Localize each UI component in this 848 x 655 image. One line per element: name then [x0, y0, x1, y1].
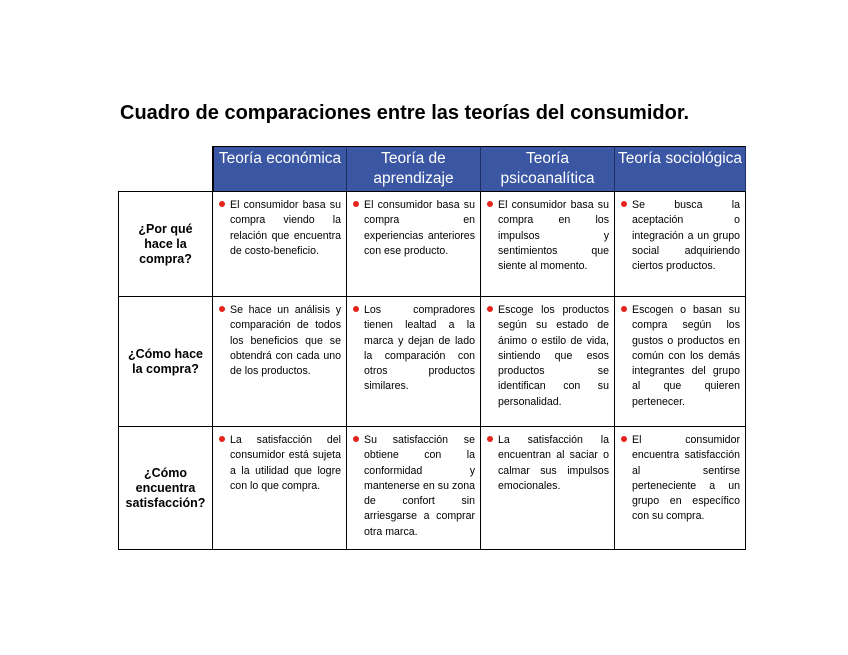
bullet-icon: [487, 306, 493, 312]
row-header: ¿Por qué hace la compra?: [118, 192, 213, 297]
bullet-icon: [219, 201, 225, 207]
bullet-icon: [621, 201, 627, 207]
table-cell: [347, 297, 481, 427]
cell-text: El consumidor basa su compra viendo la relación que encuentra de costo-beneficio.: [230, 199, 341, 257]
cell-text: El consumidor basa su compra en los impulsos y sentimientos que siente al momento.: [498, 199, 609, 273]
column-header: Teoría de aprendizaje: [347, 146, 481, 192]
comparison-table: [118, 146, 746, 550]
table-cell: [213, 192, 347, 297]
column-header: Teoría económica: [213, 146, 347, 192]
cell-text: La satisfacción la encuentran al saciar o calmar sus impulsos emocionales.: [498, 434, 609, 492]
page-title: Cuadro de comparaciones entre las teorías del consumidor.: [120, 102, 690, 124]
table-cell: [347, 427, 481, 550]
bullet-icon: [353, 306, 359, 312]
table-cell: [615, 192, 746, 297]
table-corner: [118, 146, 213, 192]
bullet-icon: [621, 436, 627, 442]
cell-text: Escoge los productos según su estado de ánimo o estilo de vida, sintiendo que esos productos se identifican con su personalidad.: [498, 304, 609, 408]
table-cell: [347, 192, 481, 297]
bullet-icon: [487, 201, 493, 207]
table-cell: [481, 192, 615, 297]
table-cell: [213, 427, 347, 550]
bullet-icon: [219, 436, 225, 442]
column-header: Teoría sociológica: [615, 146, 746, 192]
cell-text: El consumidor basa su compra en experiencias anteriores con ese producto.: [364, 199, 475, 257]
table-cell: [481, 297, 615, 427]
column-header: Teoría psicoanalítica: [481, 146, 615, 192]
bullet-icon: [353, 201, 359, 207]
table-cell: [481, 427, 615, 550]
row-header: ¿Cómo encuentra satisfacción?: [118, 427, 213, 550]
bullet-icon: [353, 436, 359, 442]
table-cell: [615, 427, 746, 550]
cell-text: Los compradores tienen lealtad a la marca y dejan de lado la comparación con otros productos similares.: [364, 304, 475, 393]
row-header: ¿Cómo hace la compra?: [118, 297, 213, 427]
table-cell: [615, 297, 746, 427]
cell-text: La satisfacción del consumidor está sujeta a la utilidad que logre con lo que compra.: [230, 434, 341, 492]
cell-text: Se busca la aceptación o integración a un grupo social adquiriendo ciertos productos.: [632, 199, 740, 273]
bullet-icon: [487, 436, 493, 442]
cell-text: Su satisfacción se obtiene con la conformidad y mantenerse en su zona de confort sin arriesgarse a comprar otra marca.: [364, 434, 475, 538]
bullet-icon: [621, 306, 627, 312]
bullet-icon: [219, 306, 225, 312]
cell-text: Se hace un análisis y comparación de todos los beneficios que se obtendrá con cada uno de los productos.: [230, 304, 341, 378]
cell-text: Escogen o basan su compra según los gustos o productos en común con los demás integrantes del grupo al que quieren pertenecer.: [632, 304, 740, 408]
table-cell: [213, 297, 347, 427]
cell-text: El consumidor encuentra satisfacción al sentirse perteneciente a un grupo en específico con su compra.: [632, 434, 740, 523]
